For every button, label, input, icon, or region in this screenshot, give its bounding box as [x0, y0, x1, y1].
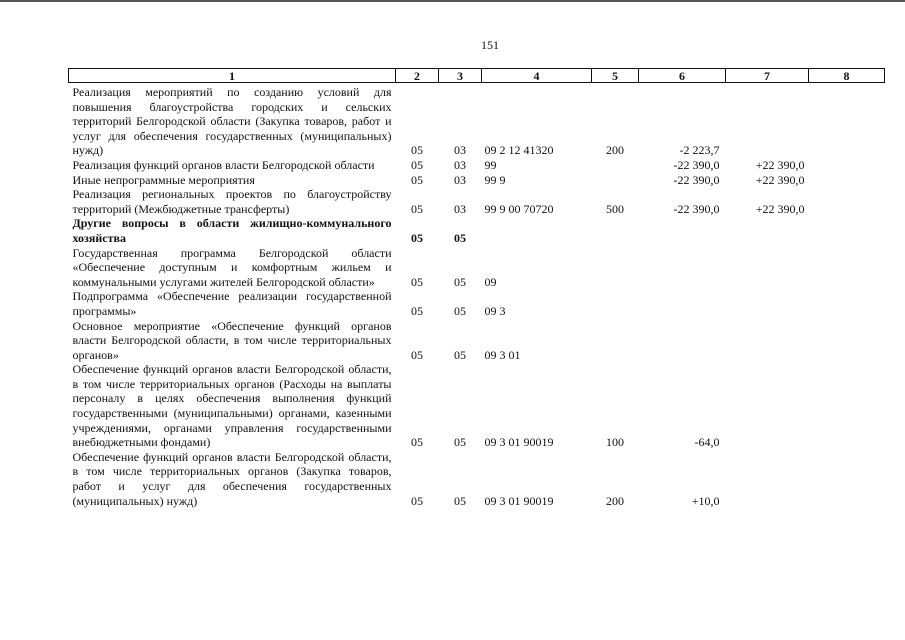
row-amount-col8 — [809, 158, 885, 173]
row-amount-change: -22 390,0 — [673, 157, 720, 172]
table-body — [69, 83, 885, 509]
row-description: Другие вопросы в области жилищно-коммунального хозяйства — [72, 216, 392, 245]
row-amount-col7: +22 390,0 — [755, 172, 805, 187]
row-section: 05 — [411, 347, 423, 362]
row-target-code — [482, 216, 592, 245]
row-amount-change: -22 390,0 — [673, 201, 720, 216]
row-description: Реализация функций органов власти Белгородской области — [72, 157, 375, 172]
row-amount-change — [639, 216, 726, 245]
row-expense-type — [592, 289, 639, 318]
row-expense-type: 100 — [606, 435, 624, 450]
row-section: 05 — [411, 201, 423, 216]
row-section: 05 — [411, 435, 423, 450]
row-description: Подпрограмма «Обеспечение реализации государственной программы» — [72, 289, 392, 318]
row-expense-type: 200 — [606, 143, 624, 158]
row-amount-col7 — [726, 83, 809, 158]
header-col-8: 8 — [809, 69, 885, 83]
row-amount-col8 — [809, 450, 885, 508]
row-expense-type: 200 — [606, 493, 624, 508]
row-subsection: 05 — [454, 274, 466, 289]
row-expense-type — [592, 173, 639, 188]
row-expense-type — [592, 319, 639, 363]
row-subsection: 03 — [454, 143, 466, 158]
row-subsection: 05 — [454, 493, 466, 508]
row-amount-col7 — [726, 216, 809, 245]
table-row — [69, 187, 885, 216]
row-amount-col8 — [809, 173, 885, 188]
table-row — [69, 216, 885, 245]
row-amount-col8 — [809, 83, 885, 158]
row-description: Государственная программа Белгородской области «Обеспечение доступным и комфортным жильем и коммунальными услугами жителей Белгородской области» — [72, 245, 392, 289]
table-row — [69, 289, 885, 318]
row-subsection: 05 — [454, 347, 466, 362]
header-col-2: 2 — [396, 69, 439, 83]
row-section: 05 — [411, 143, 423, 158]
row-subsection: 03 — [454, 201, 466, 216]
row-amount-col7 — [726, 362, 809, 450]
page-top-border — [0, 0, 905, 2]
row-expense-type — [592, 216, 639, 245]
row-subsection: 03 — [454, 172, 466, 187]
row-amount-col8 — [809, 246, 885, 290]
table-row — [69, 450, 885, 508]
row-amount-change: -2 223,7 — [679, 143, 720, 158]
table-row — [69, 83, 885, 158]
row-target-code: 99 — [484, 157, 497, 172]
header-col-3: 3 — [439, 69, 482, 83]
row-amount-col7 — [726, 246, 809, 290]
row-amount-col8 — [809, 187, 885, 216]
budget-table — [68, 68, 885, 508]
row-target-code: 99 9 00 70720 — [484, 201, 554, 216]
row-target-code: 09 3 01 90019 — [484, 435, 554, 450]
header-col-1: 1 — [69, 69, 396, 83]
row-subsection: 05 — [454, 303, 466, 318]
row-amount-change — [639, 319, 726, 363]
row-description: Основное мероприятие «Обеспечение функций органов власти Белгородской области, в том числе территориальных органов» — [72, 318, 392, 362]
row-section: 05 — [411, 274, 423, 289]
table-row — [69, 173, 885, 188]
row-expense-type — [592, 246, 639, 290]
table-header-row — [69, 69, 885, 83]
row-amount-col8 — [809, 362, 885, 450]
row-amount-col8 — [809, 289, 885, 318]
row-amount-col7 — [726, 450, 809, 508]
row-amount-col7: +22 390,0 — [755, 201, 805, 216]
table-row — [69, 362, 885, 450]
row-amount-change: -22 390,0 — [673, 172, 720, 187]
row-amount-col7 — [726, 289, 809, 318]
table-row — [69, 319, 885, 363]
row-section: 05 — [411, 303, 423, 318]
row-amount-col7 — [726, 319, 809, 363]
row-description: Обеспечение функций органов власти Белгородской области, в том числе территориальных органов (Закупка товаров, работ и услуг для обеспечения государственных (муниципальных) нужд) — [72, 449, 392, 508]
row-description: Реализация региональных проектов по благоустройству территорий (Межбюджетные трансферты) — [72, 187, 392, 216]
row-subsection: 05 — [454, 435, 466, 450]
row-section: 05 — [411, 230, 423, 245]
row-amount-change: +10,0 — [691, 493, 720, 508]
row-section: 05 — [411, 157, 423, 172]
table-row — [69, 158, 885, 173]
table-row — [69, 246, 885, 290]
row-target-code: 99 9 — [484, 172, 506, 187]
row-amount-col8 — [809, 319, 885, 363]
row-description: Обеспечение функций органов власти Белгородской области, в том числе территориальных органов (Расходы на выплаты персоналу в целях обеспечения выполнения функций государственными (муниципальными) органами, казенными учреждениями, органами управления государственными внебюджетными фондами) — [72, 362, 392, 450]
row-amount-change — [639, 246, 726, 290]
row-amount-change: -64,0 — [694, 435, 720, 450]
row-description: Реализация мероприятий по созданию условий для повышения благоустройства городских и сельских территорий Белгородской области (Закупка товаров, работ и услуг для обеспечения государственных (муниципальных) нужд) — [72, 85, 392, 158]
header-col-4: 4 — [482, 69, 592, 83]
row-subsection: 05 — [454, 230, 466, 245]
row-section: 05 — [411, 172, 423, 187]
row-target-code: 09 3 01 — [484, 347, 521, 362]
header-col-7: 7 — [726, 69, 809, 83]
row-expense-type — [592, 158, 639, 173]
row-subsection: 03 — [454, 157, 466, 172]
row-amount-change — [639, 289, 726, 318]
row-expense-type: 500 — [606, 201, 624, 216]
row-amount-col8 — [809, 216, 885, 245]
header-col-5: 5 — [592, 69, 639, 83]
row-amount-col7: +22 390,0 — [755, 157, 805, 172]
header-col-6: 6 — [639, 69, 726, 83]
row-target-code: 09 3 — [484, 303, 506, 318]
row-target-code: 09 3 01 90019 — [484, 493, 554, 508]
page-number: 151 — [481, 38, 499, 52]
row-target-code: 09 2 12 41320 — [484, 143, 554, 158]
row-target-code: 09 — [484, 274, 497, 289]
row-section: 05 — [411, 493, 423, 508]
row-description: Иные непрограммные мероприятия — [72, 172, 255, 187]
